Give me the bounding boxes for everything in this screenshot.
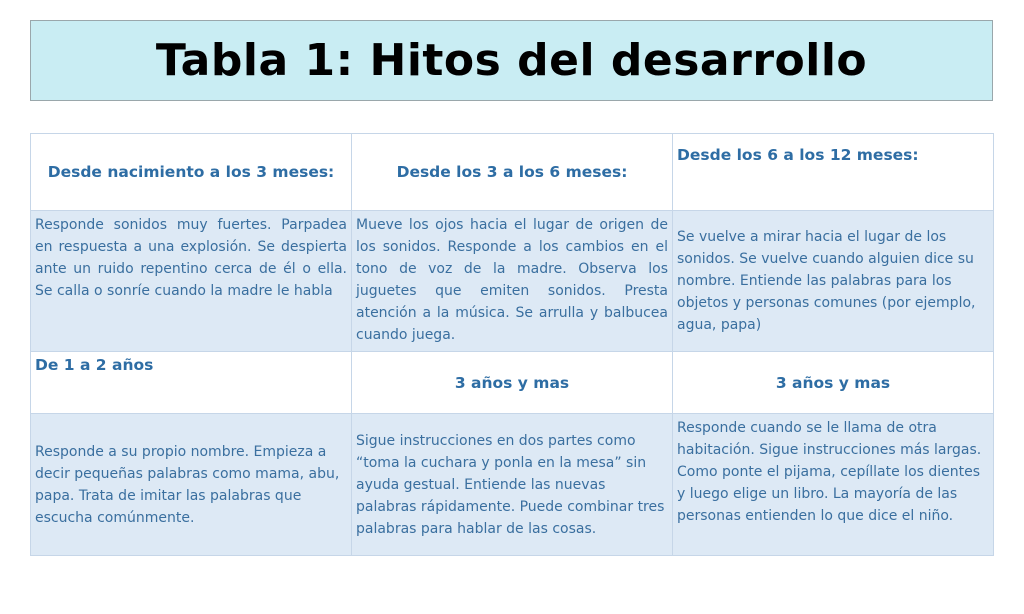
table-header-cell: 3 años y mas <box>352 352 673 414</box>
table-row <box>31 211 994 352</box>
table-cell: Responde a su propio nombre. Empieza a decir pequeñas palabras como mama, abu, papa. Trata de imitar las palabras que escucha comúnmente. <box>31 414 352 556</box>
table-header-cell: Desde nacimiento a los 3 meses: <box>31 134 352 211</box>
table-header-cell: 3 años y mas <box>673 352 994 414</box>
table-cell: Responde cuando se le llama de otra habitación. Sigue instrucciones más largas. Como ponte el pijama, cepíllate los dientes y luego elige un libro. La mayoría de las personas entienden lo que dice el niño. <box>673 414 994 556</box>
table-header-cell: De 1 a 2 años <box>31 352 352 414</box>
page-title: Tabla 1: Hitos del desarrollo <box>155 35 868 86</box>
table-header-row <box>31 134 994 211</box>
table-header-row <box>31 352 994 414</box>
table-header-cell: Desde los 3 a los 6 meses: <box>352 134 673 211</box>
milestones-table <box>30 133 994 556</box>
table-header-cell: Desde los 6 a los 12 meses: <box>673 134 994 211</box>
title-banner <box>30 20 993 101</box>
table-cell: Se vuelve a mirar hacia el lugar de los sonidos. Se vuelve cuando alguien dice su nombre. Entiende las palabras para los objetos y personas comunes (por ejemplo, agua, papa) <box>673 211 994 352</box>
table-row <box>31 414 994 556</box>
table-cell: Responde sonidos muy fuertes. Parpadea en respuesta a una explosión. Se despierta ante un ruido repentino cerca de él o ella. Se calla o sonríe cuando la madre le habla <box>31 211 352 352</box>
table-cell: Sigue instrucciones en dos partes como “toma la cuchara y ponla en la mesa” sin ayuda gestual. Entiende las nuevas palabras rápidamente. Puede combinar tres palabras para hablar de las cosas. <box>352 414 673 556</box>
table-cell: Mueve los ojos hacia el lugar de origen de los sonidos. Responde a los cambios en el tono de voz de la madre. Observa los juguetes que emiten sonidos. Presta atención a la música. Se arrulla y balbucea cuando juega. <box>352 211 673 352</box>
